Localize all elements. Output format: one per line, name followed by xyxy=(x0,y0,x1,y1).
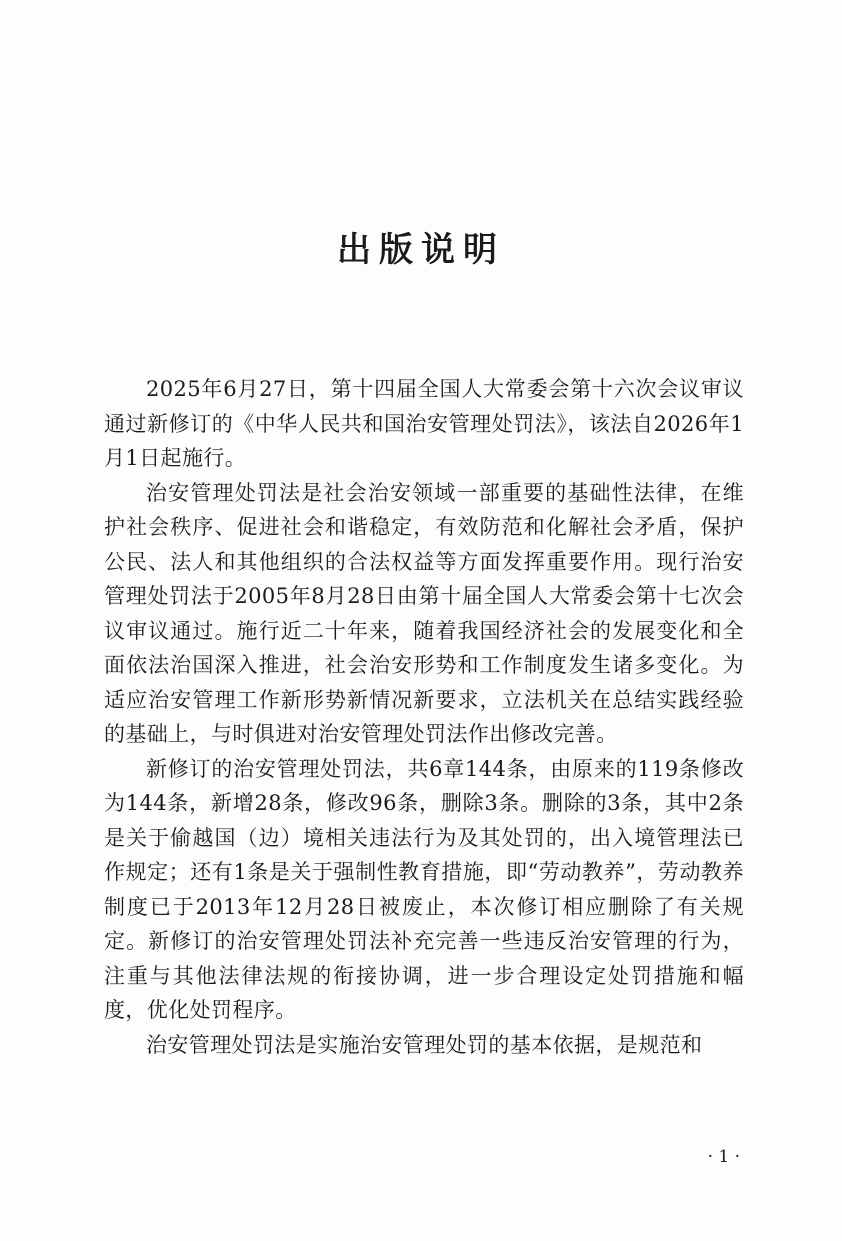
paragraph-2: 治安管理处罚法是社会治安领域一部重要的基础性法律，在维护社会秩序、促进社会和谐稳定，有效防范和化解社会矛盾，保护公民、法人和其他组织的合法权益等方面发挥重要作用。现行治安管理处罚法于2005年8月28日由第十届全国人大常委会第十七次会议审议通过。施行近二十年来，随着我国经济社会的发展变化和全面依法治国深入推进，社会治安形势和工作制度发生诸多变化。为适应治安管理工作新形势新情况新要求，立法机关在总结实践经验的基础上，与时俱进对治安管理处罚法作出修改完善。 xyxy=(104,480,744,746)
body-text xyxy=(104,372,744,1062)
paragraph-1: 2025年6月27日，第十四届全国人大常委会第十六次会议审议通过新修订的《中华人民共和国治安管理处罚法》，该法自2026年1月1日起施行。 xyxy=(104,377,744,470)
page-title: 出版说明 xyxy=(337,230,505,270)
paragraph-3: 新修订的治安管理处罚法，共6章144条，由原来的119条修改为144条，新增28条，修改96条，删除3条。删除的3条，其中2条是关于偷越国（边）境相关违法行为及其处罚的，出入境管理法已作规定；还有1条是关于强制性教育措施，即“劳动教养”，劳动教养制度已于2013年12月28日被废止，本次修订相应删除了有关规定。新修订的治安管理处罚法补充完善一些违反治安管理的行为，注重与其他法律法规的衔接协调，进一步合理设定处罚措施和幅度，优化处罚程序。 xyxy=(104,756,744,1022)
paragraph-4: 治安管理处罚法是实施治安管理处罚的基本依据，是规范和 xyxy=(146,1032,703,1057)
page-number: · 1 · xyxy=(707,1147,740,1167)
